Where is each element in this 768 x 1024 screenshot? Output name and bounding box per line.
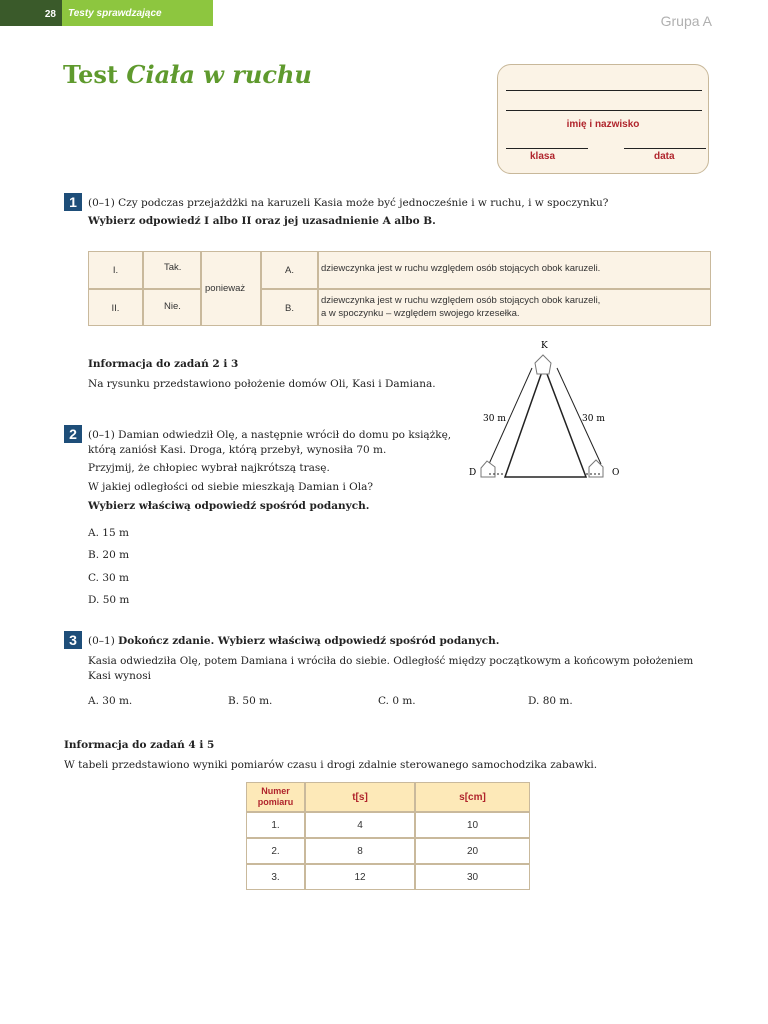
row-3-time: 12 [305, 864, 415, 890]
house-d-icon [481, 461, 495, 477]
triangle-path [505, 366, 586, 477]
class-label: klasa [530, 151, 556, 162]
row-1-letter[interactable]: A. [261, 251, 318, 289]
title-prefix: Test [63, 60, 118, 89]
date-line[interactable] [624, 148, 706, 149]
row-2-reason-line-2: a w spoczynku – względem swojego krzesełka. [321, 308, 520, 319]
label-d: D [469, 468, 477, 478]
name-label: imię i nazwisko [566, 119, 640, 130]
q3-points: (0–1) [88, 635, 115, 647]
q2-option-c[interactable]: C. 30 m [88, 572, 129, 584]
info-4-5-text: W tabeli przedstawiono wyniki pomiarów czasu i drogi zdalnie sterowanego samochodzika zabawki. [64, 759, 598, 771]
q2-line-3: Przyjmij, że chłopiec wybrał najkrótszą trasę. [88, 462, 330, 474]
name-line-2[interactable] [506, 110, 702, 111]
q3-option-b[interactable]: B. 50 m. [228, 695, 273, 707]
info-2-3-text: Na rysunku przedstawiono położenie domów Oli, Kasi i Damiana. [88, 378, 436, 390]
row-2-letter[interactable]: B. [261, 289, 318, 326]
row-2-num[interactable]: II. [88, 289, 143, 326]
q2-points: (0–1) [88, 429, 115, 441]
question-1-text [88, 196, 608, 210]
label-o: O [612, 468, 620, 478]
row-1-number: 1. [246, 812, 305, 838]
houses-diagram [465, 336, 625, 484]
header-number: Numer pomiaru [246, 782, 305, 812]
row-3-number: 3. [246, 864, 305, 890]
date-label: data [654, 151, 675, 162]
label-left-side: 30 m [483, 414, 506, 424]
row-1-distance: 10 [415, 812, 530, 838]
row-2-reason-line-1: dziewczynka jest w ruchu względem osób stojących obok karuzeli, [321, 295, 601, 306]
q1-question: Czy podczas przejażdżki na karuzeli Kasia może być jednocześnie i w ruchu, i w spoczynku? [118, 197, 609, 209]
q3-option-a[interactable]: A. 30 m. [88, 695, 133, 707]
q2-option-b[interactable]: B. 20 m [88, 549, 130, 561]
q2-instruction: Wybierz właściwą odpowiedź spośród podanych. [88, 500, 370, 512]
student-info-box [497, 64, 709, 174]
connector-cell: ponieważ [201, 251, 261, 326]
q3-line-2: Kasi wynosi [88, 670, 151, 682]
page-number: 28 [0, 0, 62, 26]
name-line-1[interactable] [506, 90, 702, 91]
question-3-number: 3 [64, 631, 82, 649]
row-2-answer[interactable]: Nie. [143, 289, 201, 326]
row-1-num[interactable]: I. [88, 251, 143, 289]
row-1-reason[interactable]: dziewczynka jest w ruchu względem osób stojących obok karuzeli. [318, 251, 711, 289]
q1-points: (0–1) [88, 197, 115, 209]
row-2-reason[interactable] [318, 289, 711, 326]
label-k: K [541, 341, 548, 351]
q3-line-1: Kasia odwiedziła Olę, potem Damiana i wróciła do siebie. Odległość między początkowym a końcowym położeniem [88, 655, 694, 667]
q3-option-d[interactable]: D. 80 m. [528, 695, 573, 707]
series-title: Testy sprawdzające [68, 8, 162, 19]
label-right-side: 30 m [582, 414, 605, 424]
row-2-number: 2. [246, 838, 305, 864]
group-label: Grupa A [660, 13, 712, 29]
row-3-distance: 30 [415, 864, 530, 890]
q2-option-a[interactable]: A. 15 m [88, 527, 129, 539]
question-1-number: 1 [64, 193, 82, 211]
q2-line-2: którą zaniósł Kasi. Droga, którą przebył, wynosiła 70 m. [88, 444, 387, 456]
row-1-answer[interactable]: Tak. [143, 251, 201, 289]
row-2-time: 8 [305, 838, 415, 864]
q2-line-1 [88, 428, 451, 442]
header-distance: s[cm] [415, 782, 530, 812]
q3-header [88, 634, 499, 648]
info-4-5-heading: Informacja do zadań 4 i 5 [64, 739, 215, 751]
title-topic: Ciała w ruchu [126, 60, 312, 89]
info-2-3-heading: Informacja do zadań 2 i 3 [88, 358, 239, 370]
measurement-table [246, 782, 530, 890]
row-2-distance: 20 [415, 838, 530, 864]
q2-line-1-text: Damian odwiedził Olę, a następnie wrócił do domu po książkę, [118, 429, 452, 441]
q2-option-d[interactable]: D. 50 m [88, 594, 130, 606]
q3-instruction: Dokończ zdanie. Wybierz właściwą odpowiedź spośród podanych. [118, 635, 500, 647]
q3-option-c[interactable]: C. 0 m. [378, 695, 416, 707]
class-line[interactable] [506, 148, 588, 149]
header-time: t[s] [305, 782, 415, 812]
answer-table [88, 251, 711, 326]
q1-instruction: Wybierz odpowiedź I albo II oraz jej uzasadnienie A albo B. [88, 215, 436, 227]
row-1-time: 4 [305, 812, 415, 838]
question-2-number: 2 [64, 425, 82, 443]
page-title [63, 60, 312, 89]
q2-line-4: W jakiej odległości od siebie mieszkają Damian i Ola? [88, 481, 374, 493]
house-k-icon [535, 355, 551, 374]
